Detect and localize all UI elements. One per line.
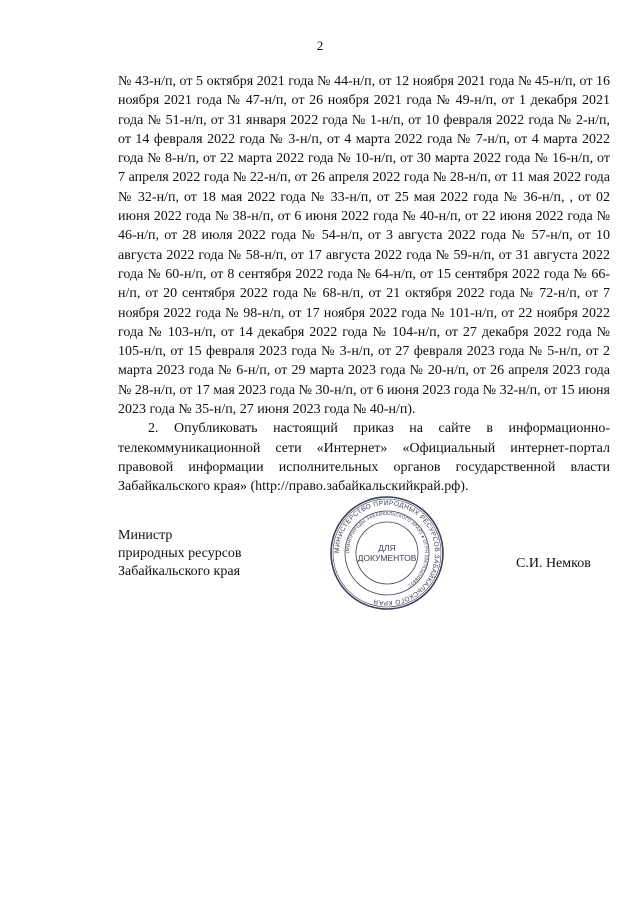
signer-position-line-1: Министр xyxy=(118,528,173,543)
seal-center-line-1: ДЛЯ xyxy=(378,543,396,553)
signer-position-line-2: природных ресурсов xyxy=(118,546,242,561)
signature-block xyxy=(118,527,242,581)
seal-outer-text: МИНИСТЕРСТВО ПРИРОДНЫХ РЕСУРСОВ ЗАБАЙКАЛЬСКОГО КРАЯ xyxy=(333,499,441,607)
document-body xyxy=(118,72,610,497)
seal-inner-text: (МИНПРИРОДЫ ЗАБАЙКАЛЬСКОГО КРАЯ) ● ОГРН 1087536008801 xyxy=(344,510,430,589)
signer-position-line-3: Забайкальского края xyxy=(118,564,241,579)
signer-name: С.И. Немков xyxy=(516,556,591,571)
paragraph-continuation: № 43-н/п, от 5 октября 2021 года № 44-н/п, от 12 ноября 2021 года № 45-н/п, от 16 ноября 2021 года № 47-н/п, от 26 ноября 2021 года № 49-н/п, от 1 декабря 2021 года № 51-н/п, от 31 января 2022 года № 1-н/п, от 10 февраля 2022 года № 2-н/п, от 14 февраля 2022 года № 3-н/п, от 4 марта 2022 года № 7-н/п, от 4 марта 2022 года № 8-н/п, от 22 марта 2022 года № 10-н/п, от 30 марта 2022 года № 16-н/п, от 7 апреля 2022 года № 22-н/п, от 26 апреля 2022 года № 28-н/п, от 11 мая 2022 года № 32-н/п, от 18 мая 2022 года № 33-н/п, от 25 мая 2022 года № 36-н/п, , от 02 июня 2022 года № 38-н/п, от 6 июня 2022 года № 40-н/п, от 22 июня 2022 года № 46-н/п, от 28 июля 2022 года № 54-н/п, от 3 августа 2022 года № 57-н/п, от 10 августа 2022 года № 58-н/п, от 17 августа 2022 года № 59-н/п, от 31 августа 2022 года № 60-н/п, от 8 сентября 2022 года № 64-н/п, от 15 сентября 2022 года № 66-н/п, от 20 сентября 2022 года № 68-н/п, от 21 октября 2022 года № 72-н/п, от 7 ноября 2022 года № 98-н/п, от 17 ноября 2022 года № 101-н/п, от 22 ноября 2022 года № 103-н/п, от 14 декабря 2022 года № 104-н/п, от 27 декабря 2022 года № 105-н/п, от 15 февраля 2023 года № 3-н/п, от 27 февраля 2023 года № 5-н/п, от 2 марта 2023 года № 6-н/п, от 29 марта 2023 года № 20-н/п, от 26 апреля 2023 года № 28-н/п, от 17 мая 2023 года № 30-н/п, от 6 июня 2023 года № 32-н/п, от 15 июня 2023 года № 35-н/п, 27 июня 2023 года № 40-н/п). xyxy=(118,74,610,418)
paragraph-item-2: 2. Опубликовать настоящий приказ на сайте в информационно-телекоммуникационной сети «Интернет» «Официальный интернет-портал правовой информации исполнительных органов государственной власти Забайкальского края» (http://право.забайкальскийкрай.рф). xyxy=(118,421,610,495)
official-seal xyxy=(328,494,446,612)
seal-center xyxy=(328,494,446,612)
seal-center-line-2: ДОКУМЕНТОВ xyxy=(357,553,417,563)
page-number: 2 xyxy=(316,38,324,53)
